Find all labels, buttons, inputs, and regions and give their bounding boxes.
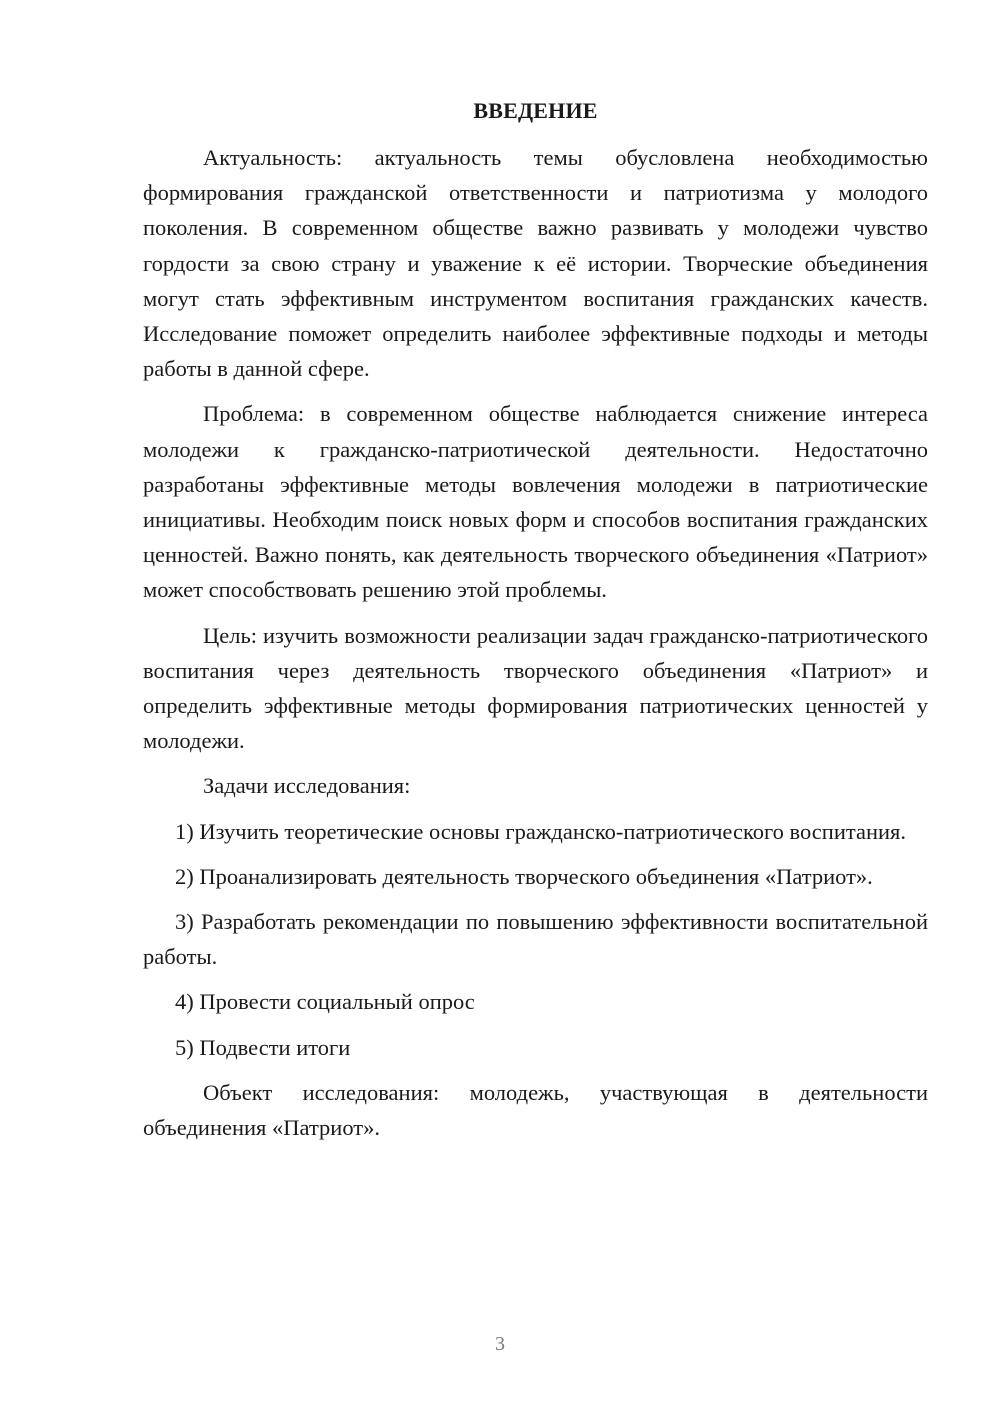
task-item: 3) Разработать рекомендации по повышению эффективности воспитательной работы. xyxy=(143,909,928,970)
goal-paragraph: Цель: изучить возможности реализации задач гражданско-патриотического воспитания через деятельность творческого объединения «Патриот» и определить эффективные методы формирования патриотических ценностей у молодежи. xyxy=(143,622,928,754)
object-paragraph: Объект исследования: молодежь, участвующая в деятельности объединения «Патриот». xyxy=(143,1079,928,1141)
task-item: 5) Подвести итоги xyxy=(175,1034,351,1060)
task-item: 4) Провести социальный опрос xyxy=(175,989,475,1015)
relevance-paragraph: Актуальность: актуальность темы обусловлена необходимостью формирования гражданской ответственности и патриотизма у молодого поколения. В современном обществе важно развивать у молодежи чувство гордости за свою страну и уважение к её истории. Творческие объединения могут стать эффективным инструментом воспитания гражданских качеств. Исследование поможет определить наиболее эффективные подходы и методы работы в данной сфере. xyxy=(143,145,928,382)
page-number: 3 xyxy=(495,1333,505,1355)
task-item: 1) Изучить теоретические основы гражданско-патриотического воспитания. xyxy=(175,818,907,844)
tasks-label: Задачи исследования: xyxy=(203,773,411,799)
tasks-list xyxy=(143,814,928,1065)
section-heading: ВВЕДЕНИЕ xyxy=(473,98,598,123)
task-item: 2) Проанализировать деятельность творческого объединения «Патриот». xyxy=(175,863,873,889)
page-content xyxy=(143,96,928,1155)
problem-paragraph: Проблема: в современном обществе наблюдается снижение интереса молодежи к гражданско-патриотической деятельности. Недостаточно разработаны эффективные методы вовлечения молодежи в патриотические инициативы. Необходим поиск новых форм и способов воспитания гражданских ценностей. Важно понять, как деятельность творческого объединения «Патриот» может способствовать решению этой проблемы. xyxy=(143,401,928,603)
